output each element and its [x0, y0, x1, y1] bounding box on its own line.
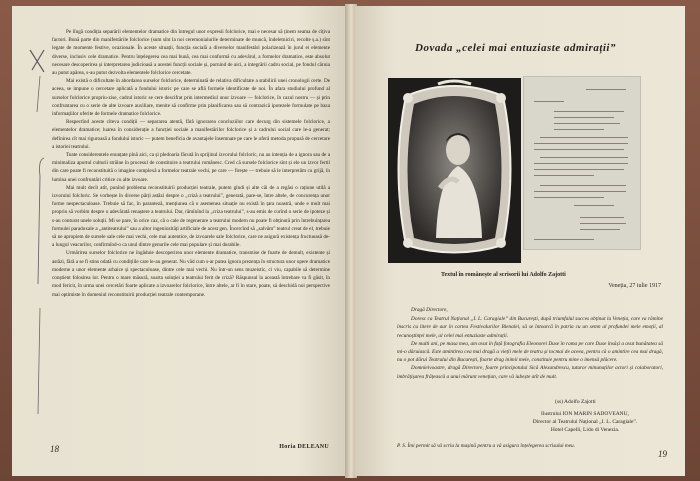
addressee-line: Hotel Capelli, Lido di Venezia.: [550, 427, 620, 433]
paragraph: Domnieivoastre, dragă Directore, foarte principotului Sică Alexandrescu, tuturor minunaților actori și colaboratori, îmbrățișarea frățească a unui mărunt venețian, care vă iubește atît de mult.: [397, 365, 663, 380]
pencil-mark-icon: [26, 46, 48, 116]
paragraph: Mai mult decît atît, punînd problema reconstituirii producției teatrale, putem gîndi și alte căi de a regăsi o rațiune utilă a izvorului folcloric. Se vorbește în diverse părți astăzi despre o „criză a teatrului”, generată, pare-se, între altele, de concurența unor forme nespectaculoase. Trebuie să fac, în paranteză, mențiunea că o asemenea situație nu există în țara noastră, unde e mult mai propriu să vorbim despre o adevărată renaștere a teatrului. Dar, rămînînd la „criza teatrului”, s-au emis de curînd o serie de ipoteze și s-au conturat unele soluții. Mi se pare, în orice caz, că o cale de regenerare a teatrului modern nu poate fi obținută prin întrebuințarea formulei paradoxale a „antiteatrului” sau a altor ingeniozități artificiale de acest gen. Încercînd să „salvăm” teatrul creat de el, trebuie să ne apropiem de sursele sale cele mai vechi, cele mai autentice, de izvoarele sale folclorice, care ne asigură existența fructuoasă de-a lungul veacurilor, confirmînd-o ca unul dintre genurile cele mai populare și mai durabile.: [52, 184, 330, 249]
paragraph: Toate considerentele enunțate pînă aici, ca și pledoaria făcută în sprijinul izvorului folcloric, nu au intenția de a ignora sau de a minimaliza aportul culturii străine în procesul de constituire a teatrului românesc. Cred că sursele folclorice sînt și ele un izvor fertil din care poate fi reconstituită o imagine complexă a formelor teatrale vechi, pe care — firește — trebuie să le interpretăm cu grijă, în lumina unei confruntări critice cu alte izvoare.: [52, 152, 330, 183]
addressee-block: [505, 410, 665, 434]
author-signature: Horia DELEANU: [279, 444, 329, 450]
framed-portrait-photo: [388, 78, 521, 263]
paragraph: Respectînd aceste cîteva condiții — separarea atentă, fără ignorarea concluziilor care decurg din sistemele folclorice, a elementelor dramatice; luarea în considerație a funcției sociale a manifestărilor folclorice și a cadrului social care le-a generat; definirea cît mai riguroasă a fondului istoric — putem beneficia de avantajele însemnate pe care le oferă metoda propusă de cercetare a istoriei teatrului.: [52, 119, 330, 150]
page-number: 19: [658, 449, 667, 459]
paragraph: Pe lîngă condiția separării elementelor dramatice din întregul unor expresii folclorice, mai e necesar să ținem seama de cîțiva factori. Bună parte din manifestările folclorice (sum sînt la noi ceremonialurile determinate de muncă, îndeletniciri, recolte ș.a.) sînt legate de momente festive, ocazionale. În aceste situații, funcția socială a diverselor manifestări polarizează în jurul ei elemente diverse, inclusiv cele dramatice. Pentru înțelegerea cea mai bună, cea mai conformă cu adevărul, a formelor dramatice, este absolut necesare descoperirea și interpretarea judicioasă a acestei funcții sociale și, pornind de aici, a integrării cadru social, pe fondul căruia au putut apărea, s-au putut dezvolta elementele folclorice cercetate.: [52, 29, 330, 77]
right-page: [355, 6, 685, 476]
letter-closing: (ss) Adolfo Zajotti: [555, 399, 596, 405]
letter-body: [397, 306, 663, 381]
photo-caption: Textul în românește al scrisorii lui Adolfo Zajotti: [441, 272, 566, 278]
paragraph: Mai există o dificultate în abordarea surselor folclorice, determinată de relativa dificultate a stabilirii unei cronologii certe. De aceea, se impune o cercetare aplicată a fondului istoric pe care se află formele identificate de noi. În afara studiului profund al surselor folclorice propriu-zise, cadrul istoric se cere descifrat prin intermediul unor izvoare — folclorice, în cazul nostru — și prin confruntarea cu o serie de alte izvoare auxiliare, menite să confirme prin planificarea sau să contrazică ipotezele formulate pe baza informațiilor oferite de formele dramatice folclorice.: [52, 78, 330, 118]
article-text: [52, 28, 330, 299]
paragraph: De multi ani, pe masa mea, am avut în față fotografia Eleonorei Duse în rama pe care Duse însăși a avut bunătatea să mi-o dăruiască. Este amintirea cea mai dragă a vieții mele de teatru și tocmai de aceea, pentru că o amintire cea mai dragă, nu o pot dărui Teatrului din București, foarte drag inimii mele, constituie pentru mine o imensă plăcere.: [397, 340, 663, 364]
left-page: [12, 6, 347, 476]
page-number: 18: [50, 444, 59, 454]
addressee-line: Ilustrului ION MARIN SADOVEANU,: [541, 411, 629, 417]
pencil-bracket-icon: [32, 156, 48, 286]
postscript: P. S. Îmi permit să vă scriu la mașină pentru a vă asigura înțelegerea scrisului meu.: [397, 443, 576, 449]
page-title: Dovada „celei mai entuziaste admirații”: [415, 42, 616, 54]
letter-salutation: Dragă Directore,: [411, 307, 448, 313]
typewritten-letter-photo: [523, 76, 641, 250]
pencil-bracket-icon: [30, 306, 46, 416]
paragraph: Doresc ca Teatrul Național „I. L. Caragiale” din București, după triumfalul succes obținut la Veneția, care va rămîne înscris cu litere de aur în cartea Festivalurilor Bienalei, să se întoarcă în patria cu un semn al profundei mele emoții, al recunoștinței mele, al celei mai entuziaste admirații.: [397, 316, 663, 339]
paragraph: Urmărirea surselor folclorice ne îngăduie descoperirea unor elemente dramatice, transmise de foarte de demult, existente și astăzi, fără a se fi stins odată cu condițiile care le-au generat. Nu văd cum s-ar putea ignora prezența în structura unor opere dramatice moderne a unor elemente arhaice și spectaculoase, dintre cele mai vechi. Nu într-un sens muzeistic, ci viu, capabile să determine conștient folosirea lor. Pentru o mare măsură, soarta soluției a teatrului ferit de criză? Răspunsul la această întrebare va fi găsit, în mod fericit, în urma unei cercetări foarte aplicate a izvoarelor folclorice, între altele, ar fi în stare, poate, să deschidă noi perspective mai optimiste în domeniul reconstituirii producției teatrale contemporane.: [52, 250, 330, 298]
letter-date: Veneția, 27 iulie 1917: [608, 283, 661, 289]
addressee-line: Director al Teatrului Național „I. L. Caragiale”.: [532, 419, 638, 425]
